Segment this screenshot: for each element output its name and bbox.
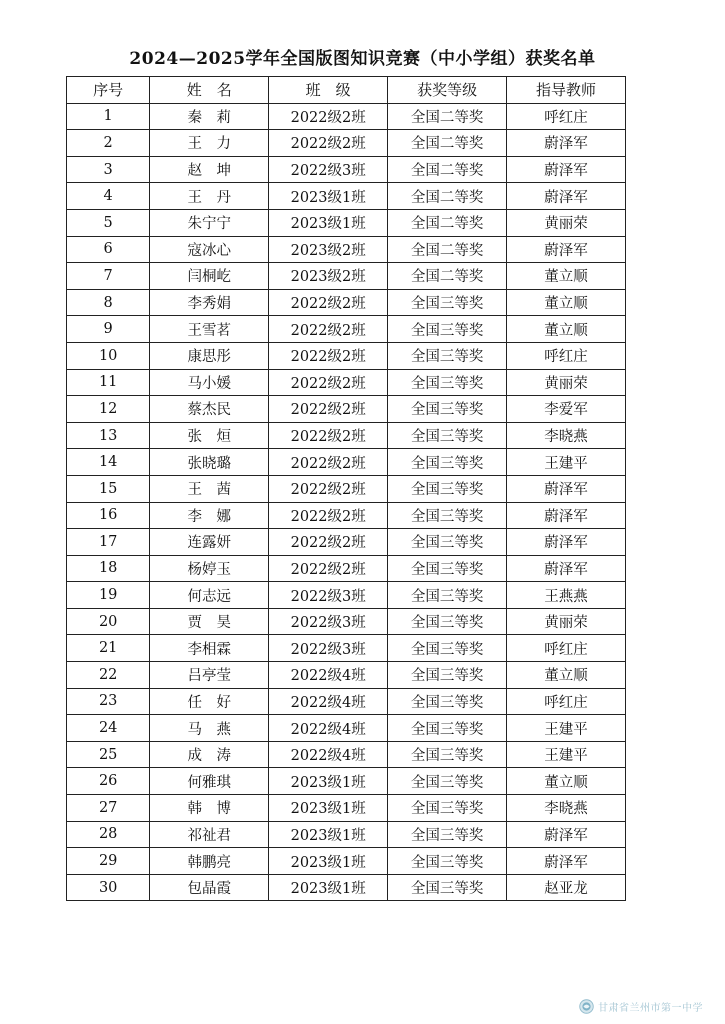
cell-class: 2022级4班: [269, 662, 388, 689]
cell-award: 全国二等奖: [388, 130, 507, 157]
cell-award: 全国三等奖: [388, 449, 507, 476]
cell-class: 2022级2班: [269, 475, 388, 502]
table-row: [67, 316, 626, 343]
table-row: [67, 741, 626, 768]
cell-number: 11: [67, 369, 150, 396]
cell-class: 2022级4班: [269, 715, 388, 742]
cell-teacher: 呼红庄: [507, 342, 626, 369]
cell-number: 7: [67, 263, 150, 290]
cell-teacher: 蔚泽军: [507, 183, 626, 210]
cell-teacher: 赵亚龙: [507, 874, 626, 901]
cell-name: 康思彤: [150, 342, 269, 369]
cell-name: 连露妍: [150, 529, 269, 556]
watermark-text: 甘肃省兰州市第一中学: [598, 1003, 703, 1014]
cell-number: 1: [67, 103, 150, 130]
cell-teacher: 王燕燕: [507, 582, 626, 609]
cell-award: 全国二等奖: [388, 209, 507, 236]
table-row: [67, 662, 626, 689]
cell-name: 李 娜: [150, 502, 269, 529]
cell-name: 王 力: [150, 130, 269, 157]
cell-name: 王 茜: [150, 475, 269, 502]
cell-number: 2: [67, 130, 150, 157]
cell-award: 全国三等奖: [388, 369, 507, 396]
cell-class: 2022级3班: [269, 156, 388, 183]
cell-class: 2022级2班: [269, 529, 388, 556]
table-row: [67, 768, 626, 795]
table-row: [67, 449, 626, 476]
cell-award: 全国三等奖: [388, 555, 507, 582]
table-row: [67, 475, 626, 502]
cell-award: 全国三等奖: [388, 529, 507, 556]
cell-name: 成 涛: [150, 741, 269, 768]
cell-number: 28: [67, 821, 150, 848]
cell-teacher: 黄丽荣: [507, 209, 626, 236]
cell-teacher: 黄丽荣: [507, 608, 626, 635]
cell-name: 包晶霞: [150, 874, 269, 901]
cell-award: 全国三等奖: [388, 422, 507, 449]
cell-name: 闫桐屹: [150, 263, 269, 290]
cell-name: 任 好: [150, 688, 269, 715]
cell-teacher: 蔚泽军: [507, 236, 626, 263]
table-row: [67, 874, 626, 901]
cell-name: 秦 莉: [150, 103, 269, 130]
cell-number: 6: [67, 236, 150, 263]
cell-award: 全国二等奖: [388, 236, 507, 263]
cell-name: 何雅琪: [150, 768, 269, 795]
cell-name: 杨婷玉: [150, 555, 269, 582]
cell-teacher: 黄丽荣: [507, 369, 626, 396]
cell-name: 吕亭莹: [150, 662, 269, 689]
cell-award: 全国三等奖: [388, 715, 507, 742]
cell-award: 全国三等奖: [388, 342, 507, 369]
table-row: [67, 608, 626, 635]
cell-name: 祁祉君: [150, 821, 269, 848]
cell-class: 2022级2班: [269, 289, 388, 316]
table-row: [67, 156, 626, 183]
cell-teacher: 蔚泽军: [507, 130, 626, 157]
table-row: [67, 369, 626, 396]
cell-teacher: 蔚泽军: [507, 156, 626, 183]
cell-name: 蔡杰民: [150, 396, 269, 423]
cell-name: 朱宁宁: [150, 209, 269, 236]
cell-class: 2022级3班: [269, 608, 388, 635]
cell-teacher: 蔚泽军: [507, 475, 626, 502]
cell-class: 2023级1班: [269, 209, 388, 236]
table-row: [67, 209, 626, 236]
cell-number: 20: [67, 608, 150, 635]
cell-name: 何志远: [150, 582, 269, 609]
cell-number: 30: [67, 874, 150, 901]
table-row: [67, 795, 626, 822]
cell-name: 李秀娟: [150, 289, 269, 316]
cell-number: 19: [67, 582, 150, 609]
cell-name: 张 烜: [150, 422, 269, 449]
table-row: [67, 183, 626, 210]
cell-award: 全国二等奖: [388, 183, 507, 210]
cell-number: 25: [67, 741, 150, 768]
cell-name: 韩 博: [150, 795, 269, 822]
cell-number: 9: [67, 316, 150, 343]
table-row: [67, 103, 626, 130]
cell-class: 2022级4班: [269, 688, 388, 715]
cell-class: 2023级2班: [269, 236, 388, 263]
cell-class: 2022级2班: [269, 342, 388, 369]
cell-award: 全国三等奖: [388, 502, 507, 529]
watermark: [579, 999, 703, 1014]
cell-number: 8: [67, 289, 150, 316]
cell-number: 22: [67, 662, 150, 689]
cell-teacher: 董立顺: [507, 316, 626, 343]
cell-teacher: 李晓燕: [507, 795, 626, 822]
cell-award: 全国三等奖: [388, 475, 507, 502]
cell-teacher: 董立顺: [507, 289, 626, 316]
cell-class: 2023级1班: [269, 874, 388, 901]
cell-class: 2022级3班: [269, 582, 388, 609]
column-header-award: 获奖等级: [388, 77, 507, 104]
cell-teacher: 董立顺: [507, 263, 626, 290]
cell-teacher: 呼红庄: [507, 635, 626, 662]
cell-name: 马 燕: [150, 715, 269, 742]
cell-award: 全国三等奖: [388, 741, 507, 768]
cell-teacher: 蔚泽军: [507, 555, 626, 582]
cell-class: 2022级2班: [269, 316, 388, 343]
column-header-teacher: 指导教师: [507, 77, 626, 104]
cell-number: 16: [67, 502, 150, 529]
table-header-row: [67, 77, 626, 104]
cell-teacher: 蔚泽军: [507, 848, 626, 875]
cell-teacher: 蔚泽军: [507, 502, 626, 529]
cell-class: 2023级1班: [269, 768, 388, 795]
cell-number: 24: [67, 715, 150, 742]
cell-award: 全国三等奖: [388, 608, 507, 635]
table-body: [67, 103, 626, 901]
cell-teacher: 李爱军: [507, 396, 626, 423]
cell-number: 4: [67, 183, 150, 210]
cell-teacher: 呼红庄: [507, 688, 626, 715]
cell-number: 23: [67, 688, 150, 715]
table-row: [67, 502, 626, 529]
cell-name: 马小媛: [150, 369, 269, 396]
table-row: [67, 236, 626, 263]
cell-teacher: 王建平: [507, 449, 626, 476]
cell-class: 2022级2班: [269, 396, 388, 423]
cell-class: 2022级2班: [269, 130, 388, 157]
cell-number: 12: [67, 396, 150, 423]
cell-award: 全国二等奖: [388, 103, 507, 130]
table-row: [67, 342, 626, 369]
table-row: [67, 529, 626, 556]
cell-number: 21: [67, 635, 150, 662]
cell-class: 2022级4班: [269, 741, 388, 768]
cell-number: 27: [67, 795, 150, 822]
cell-name: 王 丹: [150, 183, 269, 210]
cell-teacher: 董立顺: [507, 662, 626, 689]
cell-number: 18: [67, 555, 150, 582]
cell-number: 14: [67, 449, 150, 476]
cell-class: 2022级2班: [269, 449, 388, 476]
cell-teacher: 董立顺: [507, 768, 626, 795]
cell-number: 26: [67, 768, 150, 795]
cell-award: 全国三等奖: [388, 582, 507, 609]
cell-class: 2022级2班: [269, 502, 388, 529]
cell-teacher: 王建平: [507, 741, 626, 768]
column-header-class: 班 级: [269, 77, 388, 104]
cell-class: 2022级2班: [269, 369, 388, 396]
cell-number: 10: [67, 342, 150, 369]
cell-name: 王雪茗: [150, 316, 269, 343]
cell-class: 2023级2班: [269, 263, 388, 290]
table-row: [67, 263, 626, 290]
table-row: [67, 821, 626, 848]
cell-teacher: 蔚泽军: [507, 529, 626, 556]
table-row: [67, 422, 626, 449]
table-row: [67, 130, 626, 157]
cell-name: 张晓璐: [150, 449, 269, 476]
cell-class: 2022级2班: [269, 422, 388, 449]
cell-name: 贾 昊: [150, 608, 269, 635]
table-row: [67, 635, 626, 662]
cell-teacher: 王建平: [507, 715, 626, 742]
cell-class: 2022级2班: [269, 103, 388, 130]
cell-class: 2023级1班: [269, 848, 388, 875]
school-logo-icon: [579, 999, 594, 1014]
cell-teacher: 蔚泽军: [507, 821, 626, 848]
cell-number: 5: [67, 209, 150, 236]
column-header-number: 序号: [67, 77, 150, 104]
table-row: [67, 582, 626, 609]
award-list-table: [66, 76, 626, 901]
cell-award: 全国二等奖: [388, 156, 507, 183]
cell-name: 赵 坤: [150, 156, 269, 183]
cell-name: 韩鹏亮: [150, 848, 269, 875]
cell-class: 2023级1班: [269, 821, 388, 848]
cell-number: 17: [67, 529, 150, 556]
cell-award: 全国三等奖: [388, 768, 507, 795]
cell-award: 全国三等奖: [388, 848, 507, 875]
cell-name: 寇冰心: [150, 236, 269, 263]
page-title: 2024—2025学年全国版图知识竞赛（中小学组）获奖名单: [129, 49, 596, 69]
cell-number: 15: [67, 475, 150, 502]
cell-number: 29: [67, 848, 150, 875]
cell-class: 2023级1班: [269, 183, 388, 210]
cell-number: 13: [67, 422, 150, 449]
table-row: [67, 715, 626, 742]
cell-award: 全国三等奖: [388, 662, 507, 689]
cell-award: 全国三等奖: [388, 316, 507, 343]
table-row: [67, 848, 626, 875]
cell-award: 全国三等奖: [388, 821, 507, 848]
table-row: [67, 555, 626, 582]
column-header-name: 姓 名: [150, 77, 269, 104]
cell-award: 全国三等奖: [388, 635, 507, 662]
cell-teacher: 李晓燕: [507, 422, 626, 449]
cell-name: 李相霖: [150, 635, 269, 662]
cell-class: 2022级2班: [269, 555, 388, 582]
cell-award: 全国三等奖: [388, 688, 507, 715]
cell-number: 3: [67, 156, 150, 183]
cell-award: 全国二等奖: [388, 263, 507, 290]
cell-award: 全国三等奖: [388, 396, 507, 423]
cell-award: 全国三等奖: [388, 795, 507, 822]
cell-class: 2022级3班: [269, 635, 388, 662]
cell-teacher: 呼红庄: [507, 103, 626, 130]
cell-class: 2023级1班: [269, 795, 388, 822]
cell-award: 全国三等奖: [388, 289, 507, 316]
table-row: [67, 289, 626, 316]
table-row: [67, 396, 626, 423]
table-row: [67, 688, 626, 715]
cell-award: 全国三等奖: [388, 874, 507, 901]
